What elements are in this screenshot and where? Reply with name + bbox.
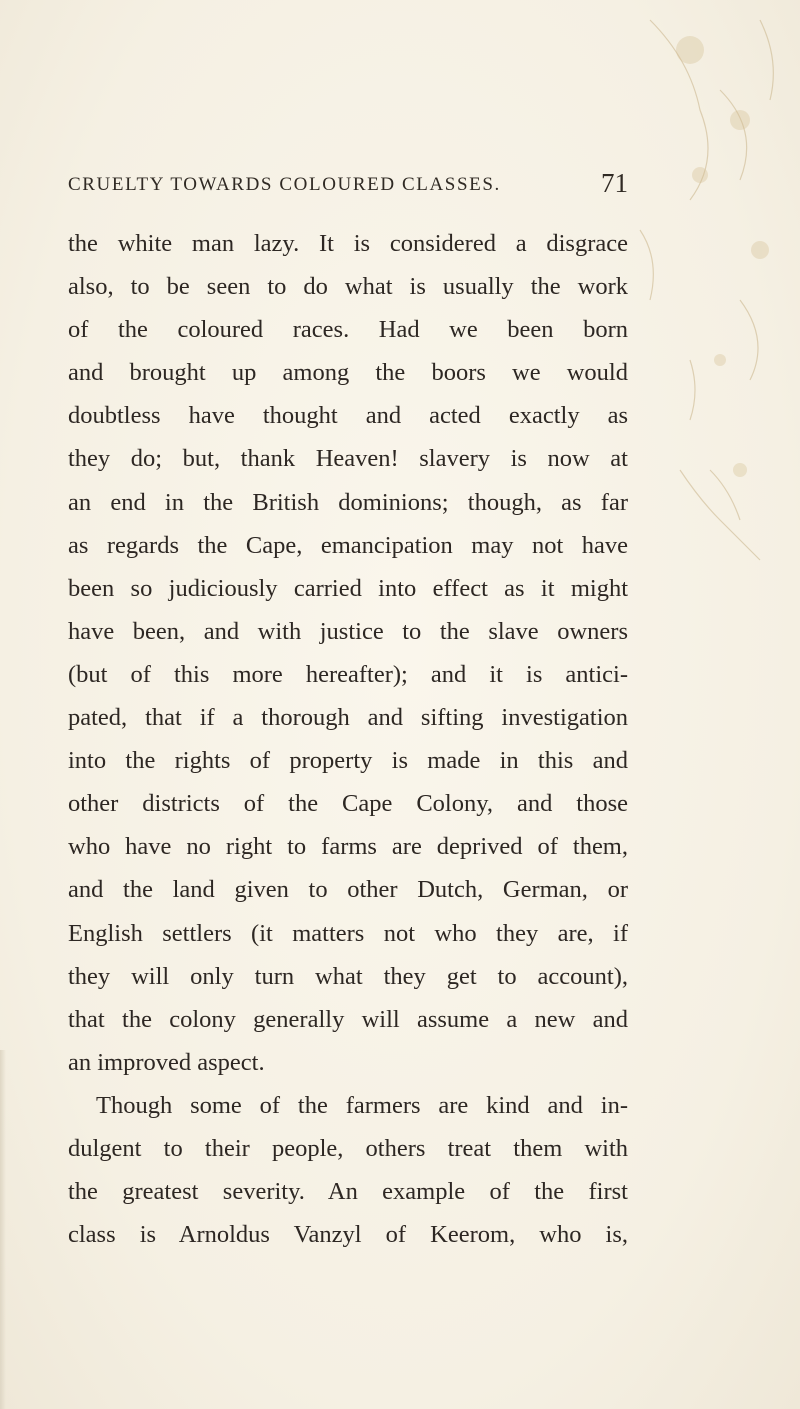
- body-text: [68, 222, 628, 1256]
- text-line: English settlers (it matters not who they are, if: [68, 919, 628, 947]
- text-line: Though some of the farmers are kind and in-: [96, 1091, 628, 1119]
- text-line: doubtless have thought and acted exactly as: [68, 402, 628, 430]
- text-line: and brought up among the boors we would: [68, 359, 628, 387]
- text-line: other districts of the Cape Colony, and those: [68, 790, 628, 818]
- text-line: also, to be seen to do what is usually the work: [68, 273, 628, 301]
- text-line: as regards the Cape, emancipation may not have: [68, 531, 628, 559]
- text-line: into the rights of property is made in this and: [68, 747, 628, 775]
- text-line: an improved aspect.: [68, 1048, 265, 1076]
- text-line: the greatest severity. An example of the first: [68, 1178, 628, 1206]
- text-line: been so judiciously carried into effect as it might: [68, 574, 628, 602]
- text-line: who have no right to farms are deprived of them,: [68, 833, 628, 861]
- page-edge-shadow: [0, 1050, 6, 1409]
- text-line: an end in the British dominions; though, as far: [68, 488, 628, 516]
- text-line: and the land given to other Dutch, German, or: [68, 876, 628, 904]
- text-line: (but of this more hereafter); and it is antici-: [68, 660, 628, 688]
- text-line: class is Arnoldus Vanzyl of Keerom, who is,: [68, 1221, 628, 1249]
- text-line: the white man lazy. It is considered a disgrace: [68, 230, 628, 257]
- text-line: they do; but, thank Heaven! slavery is now at: [68, 445, 628, 473]
- text-line: that the colony generally will assume a new and: [68, 1005, 628, 1033]
- text-line: pated, that if a thorough and sifting investigation: [68, 704, 628, 732]
- page-number: 71: [601, 168, 628, 198]
- text-line: have been, and with justice to the slave owners: [68, 617, 628, 645]
- text-line: dulgent to their people, others treat them with: [68, 1134, 628, 1162]
- text-line: they will only turn what they get to account),: [68, 962, 628, 990]
- page-header: [68, 168, 628, 208]
- text-line: of the coloured races. Had we been born: [68, 316, 628, 344]
- running-head: CRUELTY TOWARDS COLOURED CLASSES.: [68, 174, 501, 195]
